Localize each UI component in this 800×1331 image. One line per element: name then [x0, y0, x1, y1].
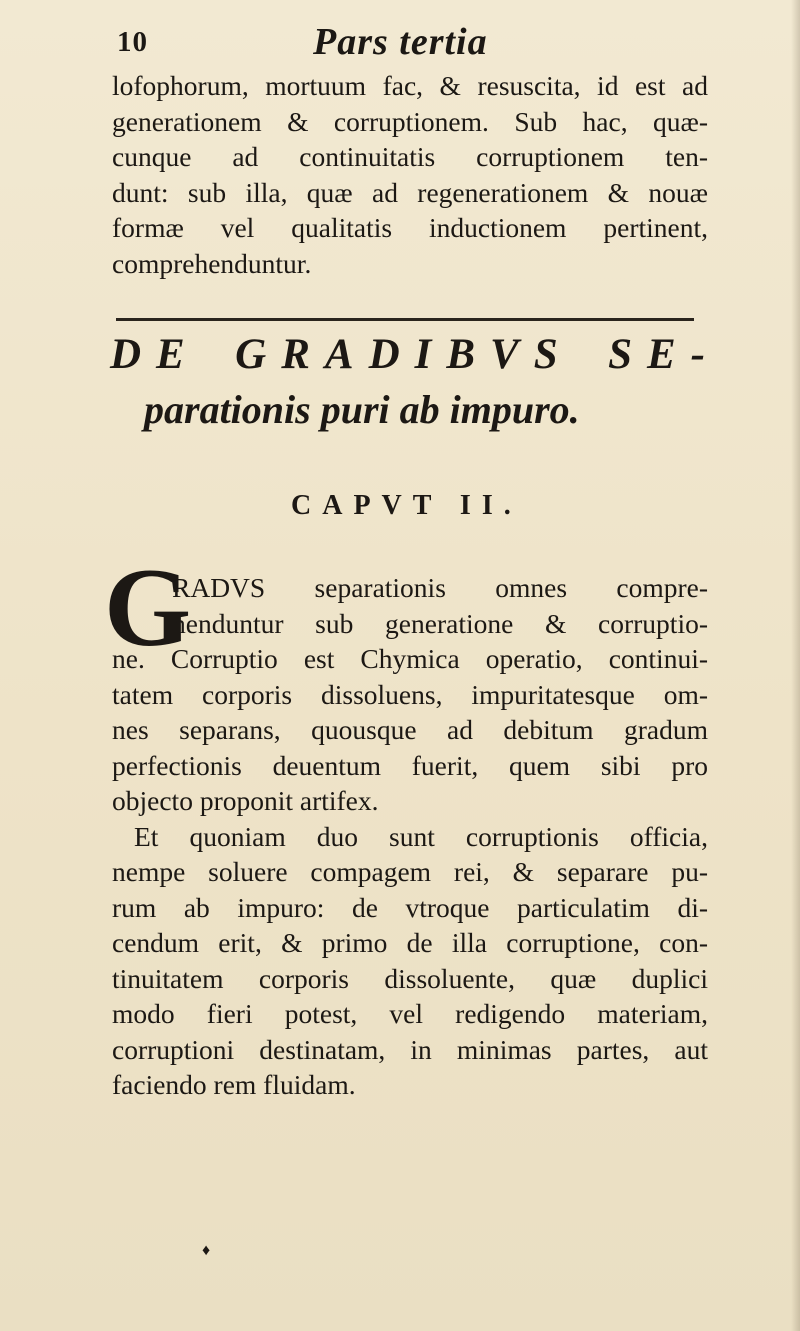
running-head: Pars tertia — [313, 21, 488, 63]
text-line: nes separans, quousque ad debitum gradum — [112, 714, 708, 745]
text-line: ne. Corruptio est Chymica operatio, continui- — [112, 643, 708, 674]
drop-cap: G — [104, 546, 192, 670]
chapter-heading: CAPVT II. — [291, 490, 522, 521]
text-line: formæ vel qualitatis inductionem pertinent, — [112, 212, 708, 243]
text-line: rum ab impuro: de vtroque particulatim di- — [112, 891, 708, 923]
text-line: RADVS separationis omnes compre- — [172, 572, 708, 603]
page-edge-shadow — [791, 0, 800, 1331]
section-divider — [116, 318, 694, 321]
text-line: corruptioni destinatam, in minimas partes, aut — [112, 1033, 708, 1065]
text-line: modo fieri potest, vel redigendo materiam, — [112, 998, 708, 1029]
text-line: faciendo rem fluidam. — [112, 1069, 356, 1100]
text-line: henduntur sub generatione & corruptio- — [172, 607, 708, 639]
text-line: perfectionis deuentum fuerit, quem sibi pro — [112, 749, 708, 781]
ink-mark: ♦ — [202, 1242, 211, 1259]
section-title: DE GRADIBVS SE- — [110, 331, 720, 378]
text-line: cendum erit, & primo de illa corruptione, con- — [112, 927, 708, 958]
text-line: tinuitatem corporis dissoluente, quæ duplici — [112, 962, 708, 994]
text-line: generationem & corruptionem. Sub hac, quæ- — [112, 105, 708, 137]
page-number: 10 — [117, 26, 148, 58]
intro-paragraph — [112, 68, 708, 281]
text-line: lofophorum, mortuum fac, & resuscita, id est ad — [112, 70, 708, 101]
text-line: dunt: sub illa, quæ ad regenerationem & nouæ — [112, 176, 708, 208]
body-paragraphs — [112, 570, 708, 1103]
drop-cap-wrap — [112, 570, 708, 641]
text-line: objecto proponit artifex. — [112, 785, 379, 816]
text-line: Et quoniam duo sunt corruptionis officia, — [134, 820, 708, 852]
section-subtitle: parationis puri ab impuro. — [144, 387, 580, 432]
text-line: cunque ad continuitatis corruptionem ten- — [112, 141, 708, 172]
text-line: tatem corporis dissoluens, impuritatesque om- — [112, 678, 708, 710]
text-line: nempe soluere compagem rei, & separare pu- — [112, 856, 708, 887]
page-header — [117, 20, 717, 70]
text-line: comprehenduntur. — [112, 247, 312, 279]
